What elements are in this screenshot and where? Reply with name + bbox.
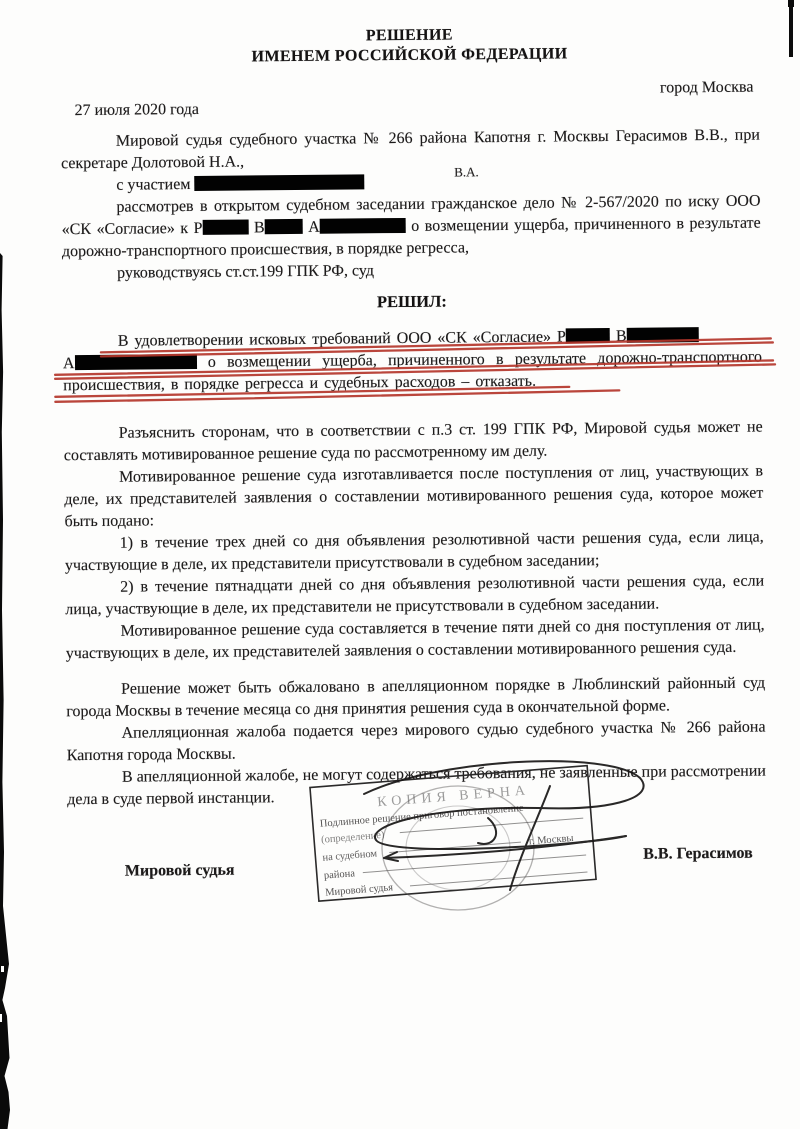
body-paragraph	[65, 571, 764, 622]
body-paragraph-text: 2) в течение пятнадцати дней со дня объявления резолютивной части решения суда, если лица, участвующие в деле, их представители не присутствовали в судебном заседании.	[65, 572, 765, 619]
resolution-initial-2: А	[62, 355, 75, 373]
redacted-initials-fragment: В.А.	[454, 164, 479, 180]
document-subtitle: ИМЕНЕМ РОССИЙСКОЙ ФЕДЕРАЦИИ	[251, 45, 568, 66]
participation-label: с участием	[116, 176, 191, 194]
redaction-bar	[566, 328, 610, 343]
case-text-pre: рассмотрев в открытом судебном заседании гражданское дело № 2-567/2020 по иску ООО «СК «Согласие» к Р	[61, 192, 761, 239]
resolution-heading: РЕШИЛ:	[376, 291, 447, 312]
stamp-copy-mark: КОПИЯ ВЕРНА	[376, 783, 531, 811]
appeal-paragraph-text: Решение может быть обжаловано в апелляционном порядке в Люблинский районный суд города Москвы в течение месяца со дня принятия решения суда в окончательной форме.	[66, 674, 766, 721]
redaction-bar	[320, 218, 406, 234]
redaction-bar	[194, 174, 364, 191]
resolution-paragraph	[63, 325, 763, 398]
case-initial-2: А	[308, 218, 320, 236]
redaction-bar	[265, 219, 303, 234]
court-stamp	[288, 748, 668, 928]
body-paragraph	[65, 615, 764, 666]
signature-name: В.В. Герасимов	[643, 844, 753, 863]
stamp-city-label: г. Москвы	[528, 832, 574, 848]
resolution-initial-1: В	[615, 327, 627, 345]
stamp-line-1: Подлинное решение приговор постановление	[319, 802, 524, 830]
redaction-bar	[626, 327, 698, 343]
body-paragraph	[64, 417, 763, 468]
guidance-text: руководствуясь ст.ст.199 ГПК РФ, суд	[117, 262, 375, 282]
stamp-line-4: района	[323, 868, 356, 882]
date-label: 27 июля 2020 года	[74, 100, 200, 120]
city-label: город Москва	[659, 78, 754, 97]
scan-artifact-left-edge	[0, 0, 14, 1129]
body-paragraph-text: Мотивированное решение суда составляется в течение пяти дней со дня поступления от лиц, участвующих в деле, их представителей заявления о составлении мотивированного решения суда.	[65, 616, 765, 663]
redaction-bar	[202, 219, 248, 234]
case-text-post: о возмещении ущерба, причиненного в результате дорожно-транспортного происшествия, в порядке регресса,	[61, 214, 761, 261]
redaction-bar	[74, 354, 196, 370]
stamp-line-5: Мировой судья	[324, 882, 394, 899]
intro-judge-text: Мировой судья судебного участка № 266 района Капотня г. Москвы Герасимов В.В., при секретаре Долотовой Н.А.,	[61, 126, 760, 173]
body-paragraph-text: Мотивированное решение суда изготавливается после поступления от лиц, участвующих в деле, их представителей заявления о составлении мотивированного решения суда, которое может быть подано:	[64, 462, 764, 531]
scan-artifact-top-right	[789, 0, 793, 57]
body-paragraph-text: 1) в течение трех дней со дня объявления резолютивной части решения суда, если лица, участвующие в деле, их представители присутствовали в судебном заседании;	[64, 528, 764, 575]
case-initial-1: В	[253, 219, 265, 237]
resolution-block	[63, 325, 763, 398]
body-paragraph-text: Разъяснить сторонам, что в соответствии с п.3 ст. 199 ГПК РФ, Мировой судья может не составлять мотивированное решение суда по рассмотренному им делу.	[63, 418, 763, 465]
appeal-paragraph-text: Апелляционная жалоба подается через мирового судью судебного участка № 266 района Капотня города Москвы.	[66, 718, 766, 765]
appeal-paragraph	[66, 673, 765, 724]
body-paragraph	[65, 527, 764, 578]
city-date-row	[60, 79, 759, 132]
stamp-line-2: (определение)	[320, 829, 385, 846]
resolution-text-post: о возмещении ущерба, причиненного в результате дорожно-транспортного происшествия, в порядке регресса и судебных расходов – отказать.	[63, 348, 763, 395]
stamp-line-3: на судебном	[322, 848, 378, 864]
body-paragraph	[64, 461, 764, 534]
document-title: РЕШЕНИЕ	[365, 26, 453, 45]
case-paragraph	[61, 191, 761, 264]
resolution-text-pre: В удовлетворении исковых требований ООО «СК «Согласие» Р	[117, 328, 566, 350]
signature-title: Мировой судья	[124, 861, 235, 880]
appeal-paragraph-text: В апелляционной жалобе, не могут содержаться требования, не заявленные при рассмотрении дела в суде первой инстанции.	[67, 762, 767, 809]
